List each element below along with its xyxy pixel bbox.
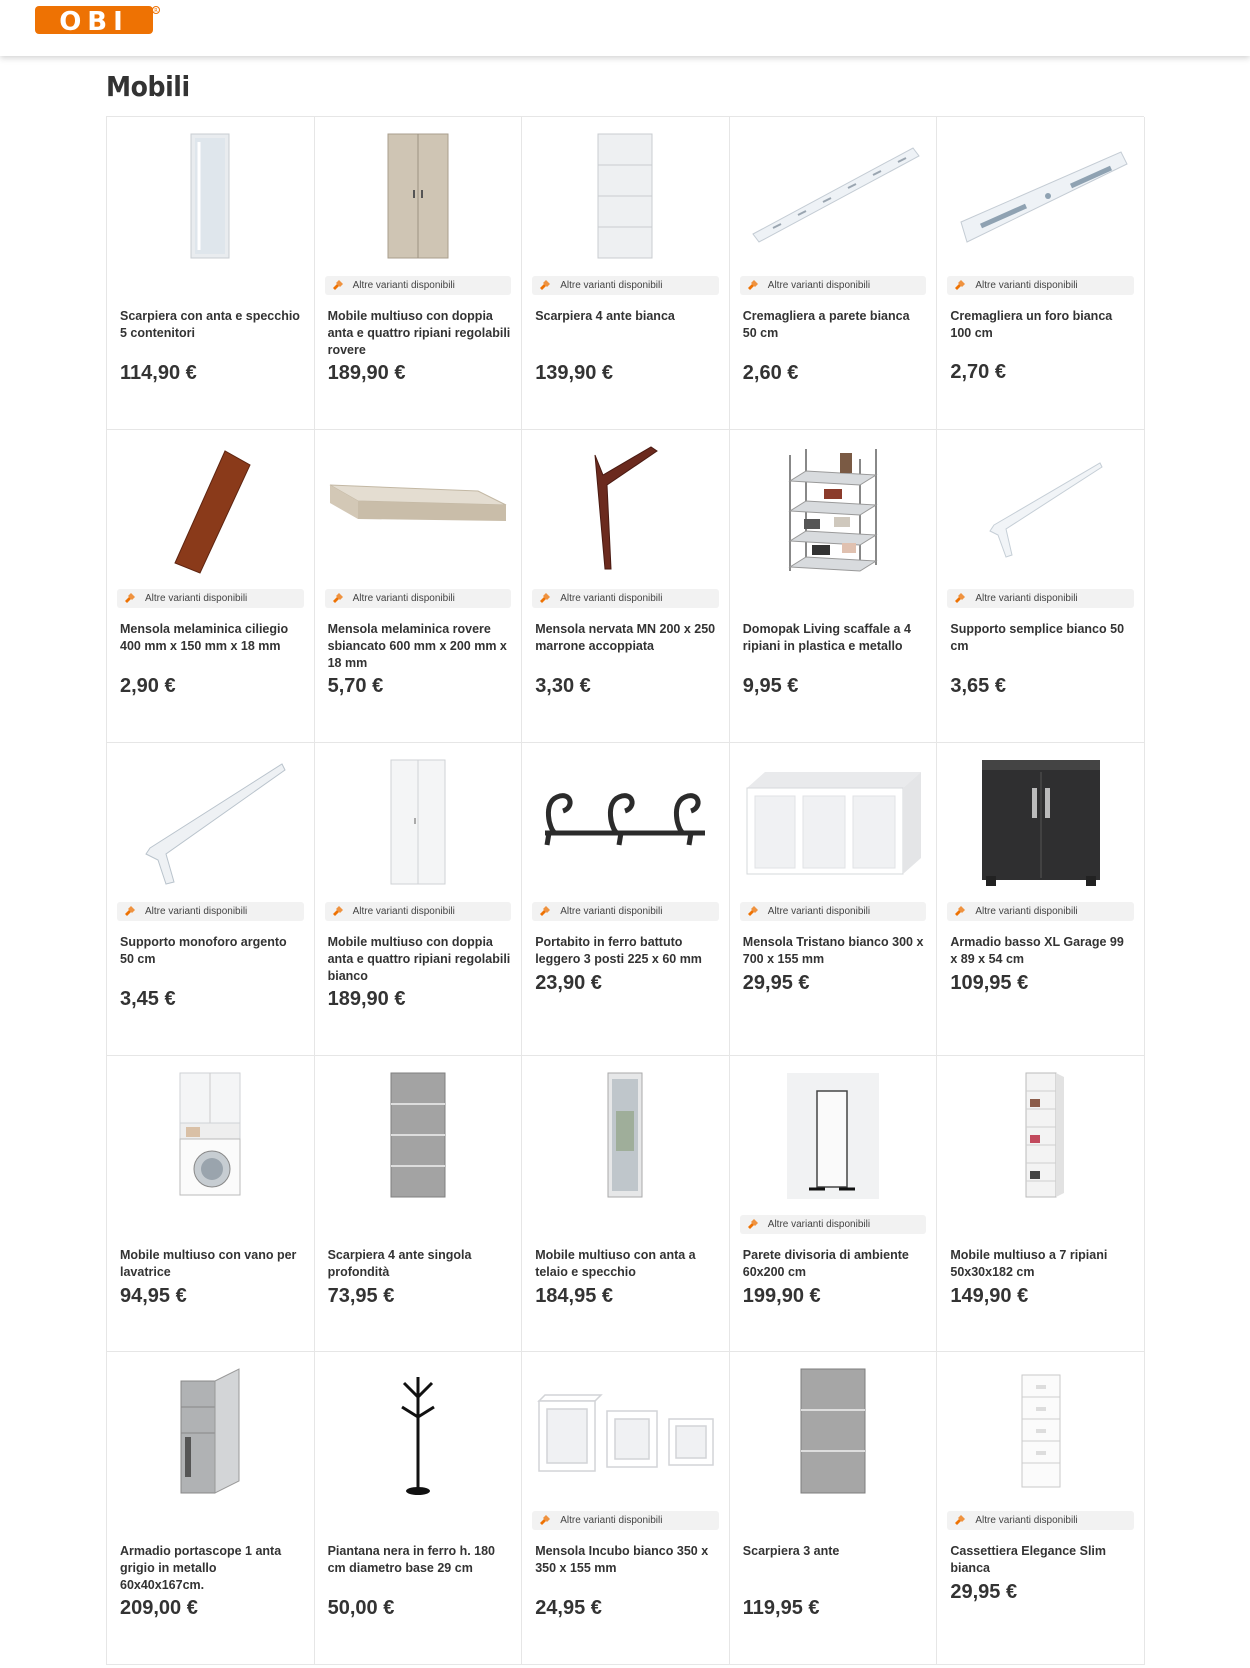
variants-badge[interactable]: [325, 276, 512, 295]
product-price: 23,90 €: [535, 972, 602, 994]
product-name[interactable]: Supporto monoforo argento 50 cm: [120, 935, 287, 966]
product-price: 139,90 €: [535, 362, 614, 384]
shoe-cabinet-mirror-image[interactable]: [117, 127, 304, 267]
variants-badge[interactable]: [532, 1511, 719, 1530]
product-name[interactable]: Piantana nera in ferro h. 180 cm diametro base 29 cm: [327, 1544, 496, 1575]
product-card[interactable]: [315, 117, 523, 430]
variants-label: Altre varianti disponibili: [352, 280, 455, 291]
variants-badge[interactable]: [117, 902, 304, 921]
product-price: 73,95 €: [327, 1285, 395, 1307]
product-name[interactable]: Mobile multiuso con doppia anta e quattro ripiani regolabili rovere: [327, 309, 511, 357]
product-price: 24,95 €: [535, 1597, 602, 1619]
product-card[interactable]: [937, 430, 1145, 743]
product-price: 189,90 €: [327, 988, 406, 1010]
product-name[interactable]: Mobile multiuso con doppia anta e quattro ripiani regolabili bianco: [327, 935, 511, 983]
product-name[interactable]: Mensola melaminica ciliegio 400 mm x 150 mm x 18 mm: [120, 622, 289, 653]
product-card[interactable]: [730, 1352, 938, 1665]
product-card[interactable]: [107, 1056, 315, 1352]
product-price: 2,60 €: [742, 362, 799, 384]
product-price: 3,45 €: [120, 988, 176, 1010]
variants-icon: [746, 1219, 758, 1231]
product-card[interactable]: [107, 117, 315, 430]
product-price: 94,95 €: [120, 1285, 187, 1307]
variants-badge[interactable]: [325, 589, 512, 608]
variants-icon: [953, 280, 965, 292]
variants-icon: [538, 1515, 550, 1527]
variants-label: Altre varianti disponibili: [975, 280, 1078, 291]
product-price: 119,95 €: [742, 1597, 820, 1619]
product-price: 9,95 €: [742, 675, 799, 697]
product-name[interactable]: Domopak Living scaffale a 4 ripiani in plastica e metallo: [742, 622, 911, 653]
logo-text: OBI: [59, 7, 129, 36]
variants-icon: [538, 593, 550, 605]
product-price: 199,90 €: [742, 1285, 821, 1307]
drawer-unit-image[interactable]: [947, 1362, 1134, 1502]
product-card[interactable]: [937, 1056, 1145, 1352]
product-card[interactable]: [937, 117, 1145, 430]
product-price: 29,95 €: [742, 972, 810, 994]
header: [0, 0, 1250, 56]
product-card[interactable]: [730, 430, 938, 743]
variants-badge[interactable]: [740, 902, 927, 921]
cube-shelf-image[interactable]: [740, 753, 927, 893]
product-price: 3,30 €: [535, 675, 591, 697]
product-card[interactable]: [522, 1056, 730, 1352]
product-price: 114,90 €: [120, 362, 197, 384]
product-name[interactable]: Mensola Tristano bianco 300 x 700 x 155 mm: [742, 935, 924, 966]
variants-label: Altre varianti disponibili: [767, 1219, 871, 1230]
product-name[interactable]: Mobile multiuso a 7 ripiani 50x30x182 cm: [950, 1248, 1108, 1279]
product-card[interactable]: [522, 117, 730, 430]
variants-badge[interactable]: [947, 902, 1134, 921]
wardrobe-white-image[interactable]: [325, 753, 512, 893]
variants-icon: [331, 906, 343, 918]
variants-label: Altre varianti disponibili: [560, 1515, 663, 1526]
variants-label: Altre varianti disponibili: [975, 1515, 1078, 1526]
shelf-oak-image[interactable]: [325, 440, 512, 580]
product-name[interactable]: Parete divisoria di ambiente 60x200 cm: [742, 1248, 909, 1279]
variants-badge[interactable]: [947, 1511, 1134, 1530]
product-name[interactable]: Mobile multiuso con anta a telaio e specchio: [535, 1248, 696, 1279]
coat-hook-image[interactable]: [532, 753, 719, 893]
svg-text:R: R: [154, 8, 158, 14]
product-card[interactable]: [730, 743, 938, 1056]
shoe-rack-image[interactable]: [740, 440, 927, 580]
variants-badge[interactable]: [740, 1215, 927, 1234]
obi-logo[interactable]: [35, 4, 165, 36]
product-name[interactable]: Armadio portascope 1 anta grigio in metallo 60x40x167cm.: [120, 1544, 282, 1592]
product-price: 189,90 €: [327, 362, 406, 384]
product-card[interactable]: [522, 430, 730, 743]
bracket-white-image[interactable]: [947, 440, 1134, 580]
product-card[interactable]: [937, 1352, 1145, 1665]
product-card[interactable]: [315, 1056, 523, 1352]
product-price: 5,70 €: [327, 675, 384, 697]
page-title: Mobili: [106, 70, 190, 103]
product-grid: [106, 116, 1144, 1665]
product-card[interactable]: [315, 430, 523, 743]
product-card[interactable]: [107, 430, 315, 743]
product-price: 149,90 €: [950, 1285, 1029, 1307]
variants-badge[interactable]: [947, 589, 1134, 608]
product-name[interactable]: Portabito in ferro battuto leggero 3 posti 225 x 60 mm: [535, 935, 702, 966]
wall-rail-one-hole-image[interactable]: [947, 127, 1134, 267]
variants-label: Altre varianti disponibili: [975, 906, 1078, 917]
garage-cabinet-image[interactable]: [947, 753, 1134, 893]
product-price: 184,95 €: [535, 1285, 614, 1307]
product-card[interactable]: [522, 743, 730, 1056]
variants-badge[interactable]: [532, 276, 719, 295]
variants-label: Altre varianti disponibili: [352, 906, 455, 917]
wardrobe-oak-image[interactable]: [325, 127, 512, 267]
product-price: 2,70 €: [950, 361, 1006, 383]
variants-icon: [538, 906, 550, 918]
tall-shoe-cabinet-image[interactable]: [947, 1066, 1134, 1206]
variants-badge[interactable]: [325, 902, 512, 921]
product-name[interactable]: Cremagliera a parete bianca 50 cm: [742, 309, 910, 340]
variants-label: Altre varianti disponibili: [767, 906, 871, 917]
variants-label: Altre varianti disponibili: [352, 593, 455, 604]
product-name[interactable]: Cremagliera un foro bianca 100 cm: [950, 309, 1113, 340]
product-name[interactable]: Armadio basso XL Garage 99 x 89 x 54 cm: [950, 935, 1124, 966]
washer-cabinet-image[interactable]: [117, 1066, 304, 1206]
product-name[interactable]: Cassettiera Elegance Slim bianca: [950, 1544, 1107, 1575]
product-price: 3,65 €: [950, 675, 1006, 697]
bracket-brown-image[interactable]: [532, 440, 719, 580]
variants-icon: [953, 593, 965, 605]
variants-label: Altre varianti disponibili: [767, 280, 871, 291]
product-name[interactable]: Mensola Incubo bianco 350 x 350 x 155 mm: [535, 1544, 709, 1575]
product-name[interactable]: Scarpiera 4 ante singola profondità: [327, 1248, 472, 1279]
wall-rail-image[interactable]: [740, 127, 927, 267]
variants-label: Altre varianti disponibili: [560, 906, 663, 917]
variants-icon: [123, 593, 135, 605]
product-card[interactable]: [522, 1352, 730, 1665]
product-price: 109,95 €: [950, 972, 1029, 994]
product-name[interactable]: Mensola melaminica rovere sbiancato 600 mm x 200 mm x 18 mm: [327, 622, 507, 670]
room-divider-image[interactable]: [740, 1066, 927, 1206]
variants-icon: [123, 906, 135, 918]
product-card[interactable]: [315, 1352, 523, 1665]
product-name[interactable]: Mensola nervata MN 200 x 250 marrone accoppiata: [535, 622, 716, 653]
product-card[interactable]: [730, 1056, 938, 1352]
variants-label: Altre varianti disponibili: [560, 593, 663, 604]
product-price: 2,90 €: [120, 675, 176, 697]
variants-icon: [331, 593, 343, 605]
variants-icon: [953, 906, 965, 918]
product-card[interactable]: [937, 743, 1145, 1056]
product-card[interactable]: [315, 743, 523, 1056]
shelf-cherry-image[interactable]: [117, 440, 304, 580]
product-price: 29,95 €: [950, 1581, 1018, 1603]
coat-stand-image[interactable]: [325, 1362, 512, 1502]
variants-badge[interactable]: [532, 902, 719, 921]
shoe-cabinet-concrete-image[interactable]: [325, 1066, 512, 1206]
product-name[interactable]: Supporto semplice bianco 50 cm: [950, 622, 1125, 653]
product-name[interactable]: Scarpiera 4 ante bianca: [535, 309, 675, 323]
product-name[interactable]: Scarpiera 3 ante: [742, 1544, 840, 1558]
shoe-cabinet-3-image[interactable]: [740, 1362, 927, 1502]
cube-shelves-image[interactable]: [532, 1362, 719, 1502]
variants-label: Altre varianti disponibili: [560, 280, 663, 291]
product-price: 50,00 €: [327, 1597, 395, 1619]
shoe-cabinet-white-image[interactable]: [532, 127, 719, 267]
variants-icon: [746, 280, 758, 292]
product-price: 209,00 €: [120, 1597, 198, 1619]
variants-label: Altre varianti disponibili: [975, 593, 1078, 604]
product-card[interactable]: [107, 743, 315, 1056]
variants-label: Altre varianti disponibili: [145, 906, 248, 917]
broom-cabinet-image[interactable]: [117, 1362, 304, 1502]
variants-icon: [538, 280, 550, 292]
variants-label: Altre varianti disponibili: [145, 593, 248, 604]
product-name[interactable]: Scarpiera con anta e specchio 5 contenitori: [120, 309, 300, 340]
variants-badge[interactable]: [947, 276, 1134, 295]
bracket-silver-image[interactable]: [117, 753, 304, 893]
product-card[interactable]: [730, 117, 938, 430]
variants-badge[interactable]: [117, 589, 304, 608]
product-card[interactable]: [107, 1352, 315, 1665]
variants-badge[interactable]: [532, 589, 719, 608]
mirror-cabinet-image[interactable]: [532, 1066, 719, 1206]
variants-icon: [331, 280, 343, 292]
product-name[interactable]: Mobile multiuso con vano per lavatrice: [120, 1248, 297, 1279]
variants-icon: [953, 1515, 965, 1527]
variants-badge[interactable]: [740, 276, 927, 295]
variants-icon: [746, 906, 758, 918]
